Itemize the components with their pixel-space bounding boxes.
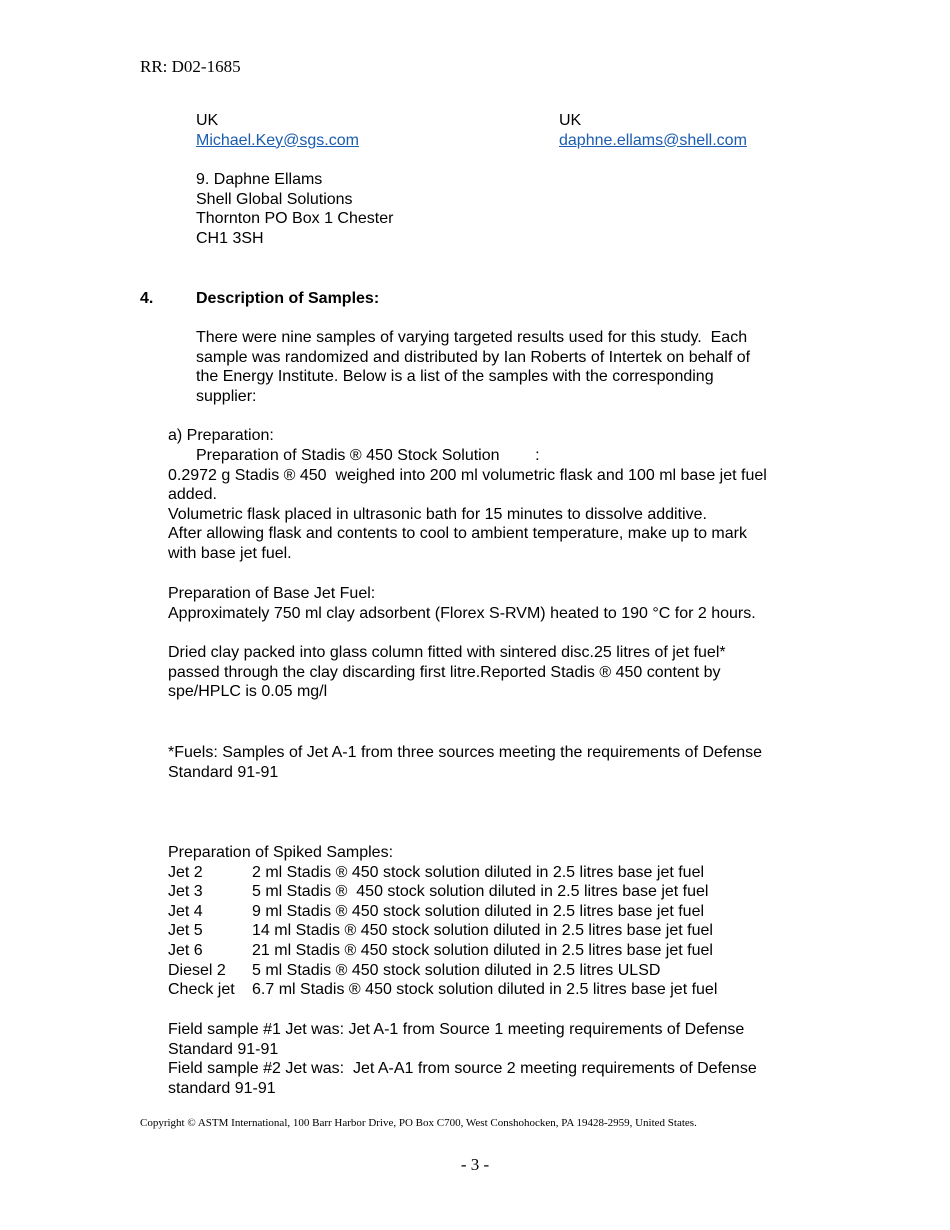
intro-line: There were nine samples of varying targeted results used for this study. Each bbox=[196, 329, 748, 346]
base-jet-fuel-block bbox=[168, 584, 756, 623]
spiked-row bbox=[168, 882, 717, 902]
clay-line: passed through the clay discarding first litre.Reported Stadis ® 450 content by bbox=[168, 663, 721, 681]
fuels-line: Standard 91-91 bbox=[168, 763, 279, 781]
field-line: Field sample #1 Jet was: Jet A-1 from Source 1 meeting requirements of Defense bbox=[168, 1021, 745, 1038]
field-line: standard 91-91 bbox=[168, 1079, 276, 1097]
spiked-label: Jet 4 bbox=[168, 902, 203, 920]
contact-line: Shell Global Solutions bbox=[196, 190, 353, 208]
spiked-row bbox=[168, 961, 717, 981]
field-line: Field sample #2 Jet was: Jet A-A1 from source 2 meeting requirements of Defense bbox=[168, 1060, 757, 1078]
spiked-row bbox=[168, 921, 717, 941]
spiked-heading: Preparation of Spiked Samples: bbox=[168, 844, 394, 861]
spiked-label: Jet 5 bbox=[168, 922, 203, 940]
section-title: Description of Samples: bbox=[196, 290, 380, 307]
preparation-heading: a) Preparation: bbox=[168, 427, 274, 444]
fuels-line: *Fuels: Samples of Jet A-1 from three sources meeting the requirements of Defense bbox=[168, 744, 763, 761]
spiked-desc: 5 ml Stadis ® 450 stock solution diluted in 2.5 litres ULSD bbox=[252, 961, 661, 979]
section-number: 4. bbox=[140, 290, 154, 307]
field-samples-block bbox=[168, 1020, 757, 1098]
stock-line: 0.2972 g Stadis ® 450 weighed into 200 ml volumetric flask and 100 ml base jet fuel bbox=[168, 466, 767, 484]
stock-line: with base jet fuel. bbox=[168, 544, 292, 562]
stock-line: added. bbox=[168, 486, 217, 504]
stock-line: Preparation of Stadis ® 450 Stock Solution : bbox=[196, 447, 540, 464]
contact-right-country: UK bbox=[559, 112, 582, 129]
fuels-footnote bbox=[168, 743, 762, 782]
contact-line: CH1 3SH bbox=[196, 229, 264, 247]
stock-line: After allowing flask and contents to cool to ambient temperature, make up to mark bbox=[168, 525, 747, 543]
field-line: Standard 91-91 bbox=[168, 1040, 279, 1058]
contact-left-email-link[interactable]: Michael.Key@sgs.com bbox=[196, 131, 359, 149]
stock-line: Volumetric flask placed in ultrasonic bath for 15 minutes to dissolve additive. bbox=[168, 505, 707, 523]
copyright-notice: Copyright © ASTM International, 100 Barr Harbor Drive, PO Box C700, West Conshohocken, PA 19428-2959, United States. bbox=[140, 1117, 697, 1129]
spiked-desc: 2 ml Stadis ® 450 stock solution diluted in 2.5 litres base jet fuel bbox=[252, 863, 705, 881]
spiked-desc: 14 ml Stadis ® 450 stock solution diluted in 2.5 litres base jet fuel bbox=[252, 922, 713, 940]
base-line: Approximately 750 ml clay adsorbent (Florex S-RVM) heated to 190 °C for 2 hours. bbox=[168, 604, 756, 622]
contact-left-country: UK bbox=[196, 112, 219, 129]
contact-line: 9. Daphne Ellams bbox=[196, 171, 323, 188]
spiked-desc: 6.7 ml Stadis ® 450 stock solution diluted in 2.5 litres base jet fuel bbox=[252, 981, 718, 999]
spiked-label: Diesel 2 bbox=[168, 961, 226, 979]
stock-solution-block bbox=[168, 446, 767, 564]
spiked-label: Jet 2 bbox=[168, 863, 203, 881]
contact-entry-9 bbox=[196, 170, 393, 248]
clay-column-block bbox=[168, 643, 726, 702]
spiked-samples-block bbox=[168, 843, 717, 1000]
spiked-row bbox=[168, 902, 717, 922]
spiked-label: Jet 3 bbox=[168, 883, 203, 901]
contact-left bbox=[196, 111, 359, 150]
spiked-desc: 21 ml Stadis ® 450 stock solution diluted in 2.5 litres base jet fuel bbox=[252, 941, 713, 959]
base-line: Preparation of Base Jet Fuel: bbox=[168, 585, 376, 602]
document-reference: RR: D02-1685 bbox=[140, 57, 241, 76]
spiked-row bbox=[168, 863, 717, 883]
spiked-label: Check jet bbox=[168, 981, 235, 999]
contact-right-email-link[interactable]: daphne.ellams@shell.com bbox=[559, 131, 747, 149]
clay-line: spe/HPLC is 0.05 mg/l bbox=[168, 683, 328, 701]
spiked-label: Jet 6 bbox=[168, 941, 203, 959]
clay-line: Dried clay packed into glass column fitted with sintered disc.25 litres of jet fuel* bbox=[168, 644, 726, 661]
spiked-desc: 9 ml Stadis ® 450 stock solution diluted in 2.5 litres base jet fuel bbox=[252, 902, 705, 920]
page-number: - 3 - bbox=[460, 1155, 490, 1174]
spiked-row bbox=[168, 941, 717, 961]
contact-line: Thornton PO Box 1 Chester bbox=[196, 210, 394, 228]
contact-right bbox=[559, 111, 747, 150]
spiked-desc: 5 ml Stadis ® 450 stock solution diluted in 2.5 litres base jet fuel bbox=[252, 883, 709, 901]
intro-line: supplier: bbox=[196, 387, 257, 405]
intro-line: sample was randomized and distributed by Ian Roberts of Intertek on behalf of bbox=[196, 348, 751, 366]
spiked-row bbox=[168, 980, 717, 1000]
intro-line: the Energy Institute. Below is a list of the samples with the corresponding bbox=[196, 368, 714, 386]
section-intro bbox=[196, 328, 750, 406]
